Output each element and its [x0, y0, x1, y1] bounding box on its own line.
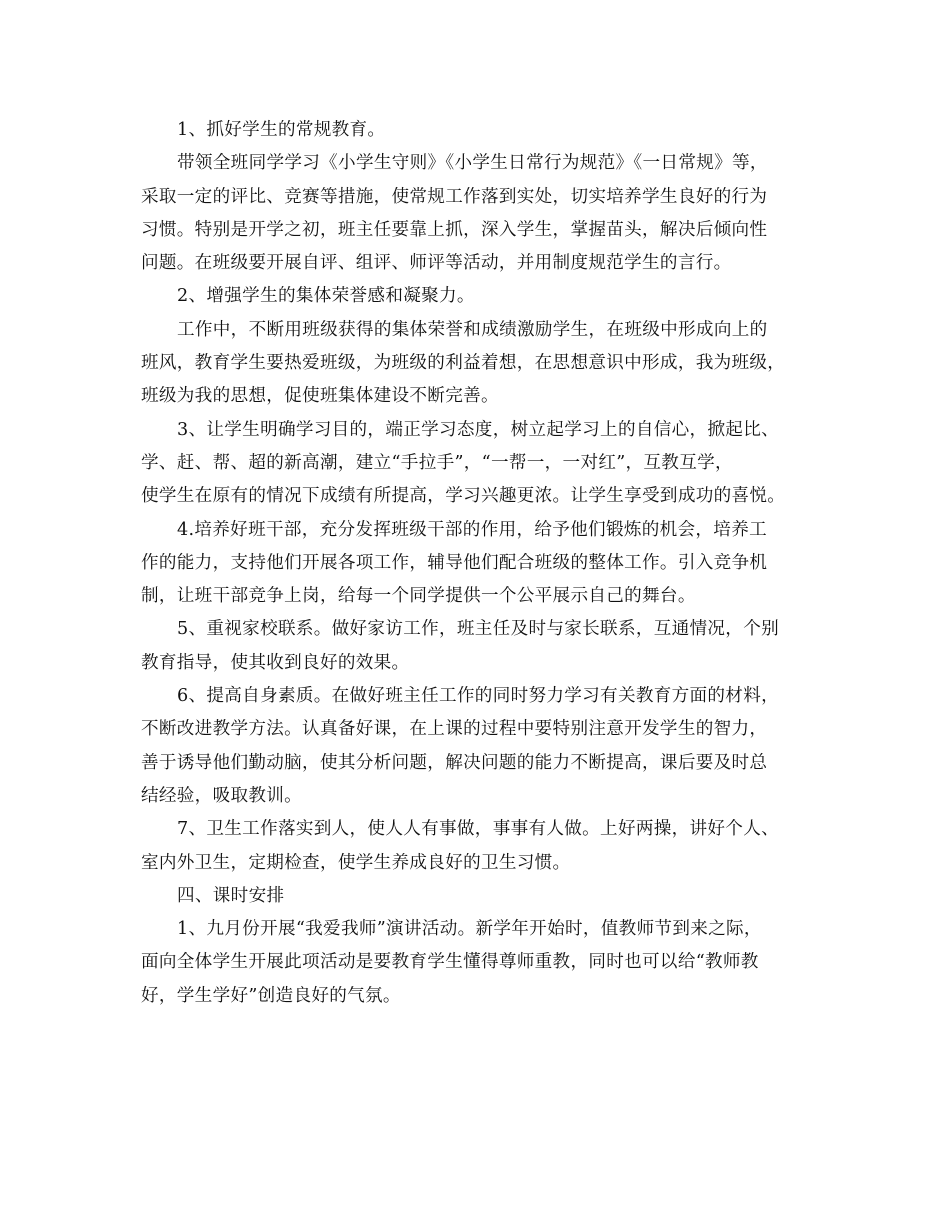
section-heading-schedule: 四、课时安排: [177, 885, 285, 906]
paragraph-line: 带领全班同学学习《小学生守则》《小学生日常行为规范》《一日常规》等，: [177, 153, 768, 174]
paragraph-line: 制，让班干部竞争上岗，给每一个同学提供一个公平展示自己的舞台。: [141, 586, 696, 607]
paragraph-line: 采取一定的评比、竞赛等措施，使常规工作落到实处，切实培养学生良好的行为: [141, 186, 768, 207]
paragraph-line: 学、赶、帮、超的新高潮，建立“手拉手”，“一帮一，一对红”，互教互学，: [141, 452, 733, 473]
paragraph-line: 6、提高自身素质。在做好班主任工作的同时努力学习有关教育方面的材料，: [177, 686, 779, 707]
paragraph-line: 1、九月份开展“我爱我师”演讲活动。新学年开始时，值教师节到来之际，: [177, 919, 762, 940]
paragraph-line: 使学生在原有的情况下成绩有所提高，学习兴趣更浓。让学生享受到成功的喜悦。: [141, 486, 786, 507]
paragraph-line: 面向全体学生开展此项活动是要教育学生懂得尊师重教，同时也可以给“教师教: [141, 952, 759, 973]
paragraph-line: 结经验，吸取教训。: [141, 785, 303, 806]
paragraph-line: 问题。在班级要开展自评、组评、师评等活动，并用制度规范学生的言行。: [141, 253, 732, 274]
paragraph-line: 习惯。特别是开学之初，班主任要靠上抓，深入学生，掌握苗头，解决后倾向性: [141, 219, 768, 240]
paragraph-line: 工作中，不断用班级获得的集体荣誉和成绩激励学生，在班级中形成向上的: [177, 319, 768, 340]
section-heading-2: 2、增强学生的集体荣誉感和凝聚力。: [177, 286, 475, 307]
paragraph-line: 班级为我的思想，促使班集体建设不断完善。: [141, 386, 499, 407]
paragraph-line: 教育指导，使其收到良好的效果。: [141, 652, 410, 673]
paragraph-line: 不断改进教学方法。认真备好课，在上课的过程中要特别注意开发学生的智力，: [141, 719, 768, 740]
paragraph-line: 3、让学生明确学习目的，端正学习态度，树立起学习上的自信心，掀起比、: [177, 419, 779, 440]
paragraph-line: 作的能力，支持他们开展各项工作，辅导他们配合班级的整体工作。引入竞争机: [141, 552, 768, 573]
section-heading-1: 1、抓好学生的常规教育。: [177, 120, 386, 140]
paragraph-line: 室内外卫生，定期检查，使学生养成良好的卫生习惯。: [141, 852, 571, 873]
paragraph-line: 班风，教育学生要热爱班级，为班级的利益着想，在思想意识中形成，我为班级，: [141, 353, 786, 374]
paragraph-line: 善于诱导他们勤动脑，使其分析问题，解决问题的能力不断提高，课后要及时总: [141, 752, 768, 773]
paragraph-line: 好，学生学好”创造良好的气氛。: [141, 985, 401, 1006]
document-body: [141, 114, 809, 1013]
paragraph-line: 7、卫生工作落实到人，使人人有事做，事事有人做。上好两操，讲好个人、: [177, 819, 779, 840]
paragraph-line: 4.培养好班干部，充分发挥班级干部的作用，给予他们锻炼的机会，培养工: [177, 519, 767, 540]
paragraph-line: 5、重视家校联系。做好家访工作，班主任及时与家长联系，互通情况，个别: [177, 619, 779, 640]
